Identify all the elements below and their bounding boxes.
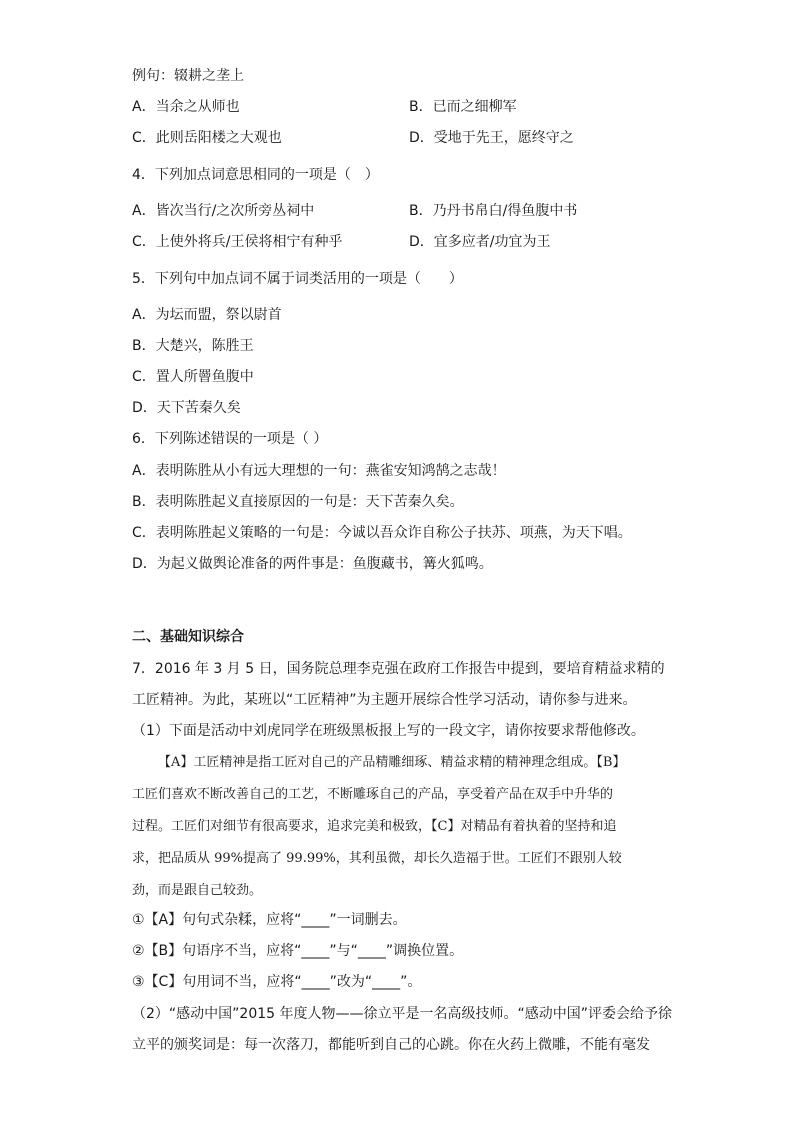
q6-option-a: A．表明陈胜从小有远大理想的一句：燕雀安知鸿鹄之志哉！ (132, 463, 506, 479)
q5-stem: 5．下列句中加点词不属于词类活用的一项是（ ） (132, 271, 463, 287)
example-sentence: 例句：辍耕之垄上 (132, 68, 244, 84)
q4-option-c: C．上使外将兵/王侯将相宁有种乎 (132, 234, 343, 250)
q4-option-a: A．皆次当行/之次所旁丛祠中 (132, 203, 315, 219)
q6-stem: 6．下列陈述错误的一项是（ ） (132, 431, 328, 447)
q5-option-d: D．天下苦秦久矣 (132, 400, 241, 416)
section-heading: 二、基础知识综合 (132, 629, 244, 645)
q5-option-a: A．为坛而盟，祭以尉首 (132, 307, 282, 323)
q4-option-b: B．乃丹书帛白/得鱼腹中书 (409, 203, 578, 219)
q4-stem: 4．下列加点词意思相同的一项是（ ） (132, 167, 379, 183)
q7-part2-line2: 立平的颁奖词是：每一次落刀，都能听到自己的心跳。你在火药上微雕，不能有毫发 (132, 1037, 650, 1053)
quote-line-5: 劲，而是跟自己较劲。 (132, 883, 263, 898)
quote-line-1: 【A】工匠精神是指工匠对自己的产品精雕细琢、精益求精的精神理念组成。【B】 (158, 755, 626, 770)
q6-option-d: D．为起义做舆论准备的两件事是：鱼腹藏书，篝火狐鸣。 (132, 556, 493, 572)
q6-option-b: B．表明陈胜起义直接原因的一句是：天下苦秦久矣。 (132, 494, 464, 510)
q5-option-c: C．置人所罾鱼腹中 (132, 369, 254, 385)
quote-line-3: 过程。工匠们对细节有很高要求，追求完美和极致，【C】对精品有着执着的坚持和追 (132, 819, 617, 834)
fix-item-2: ②【B】句语序不当，应将“____”与“____”调换位置。 (132, 943, 464, 959)
q6-option-c: C．表明陈胜起义策略的一句是：今诚以吾众诈自称公子扶苏、项燕，为天下唱。 (132, 525, 632, 541)
q7-stem-line2: 工匠精神。为此，某班以“工匠精神”为主题开展综合性学习活动，请你参与进来。 (132, 692, 637, 708)
q4-option-d: D．宜多应者/功宜为王 (409, 234, 551, 250)
fix-item-1: ①【A】句句式杂糅，应将“____”一词删去。 (132, 912, 407, 928)
q7-part2-line1: （2）“感动中国”2015 年度人物——徐立平是一名高级技师。“感动中国”评委会给予徐 (132, 1006, 672, 1022)
q3-option-b: B．已而之细柳军 (409, 99, 517, 115)
quote-line-2: 工匠们喜欢不断改善自己的工艺，不断雕琢自己的产品，享受着产品在双手中升华的 (132, 787, 614, 802)
q5-option-b: B．大楚兴，陈胜王 (132, 338, 254, 354)
q7-stem-line1: 7．2016 年 3 月 5 日，国务院总理李克强在政府工作报告中提到，要培育精益求精的 (132, 661, 665, 677)
q3-option-c: C．此则岳阳楼之大观也 (132, 130, 282, 146)
q7-part1-prompt: （1）下面是活动中刘虎同学在班级黑板报上写的一段文字，请你按要求帮他修改。 (132, 723, 645, 739)
fix-item-3: ③【C】句用词不当，应将“____”改为“____”。 (132, 974, 422, 990)
q3-option-d: D．受地于先王，愿终守之 (409, 130, 574, 146)
q3-option-a: A．当余之从师也 (132, 99, 240, 115)
quote-line-4: 求，把品质从 99%提高了 99.99%，其利虽微，却长久造福于世。工匠们不跟别人较 (132, 851, 622, 866)
